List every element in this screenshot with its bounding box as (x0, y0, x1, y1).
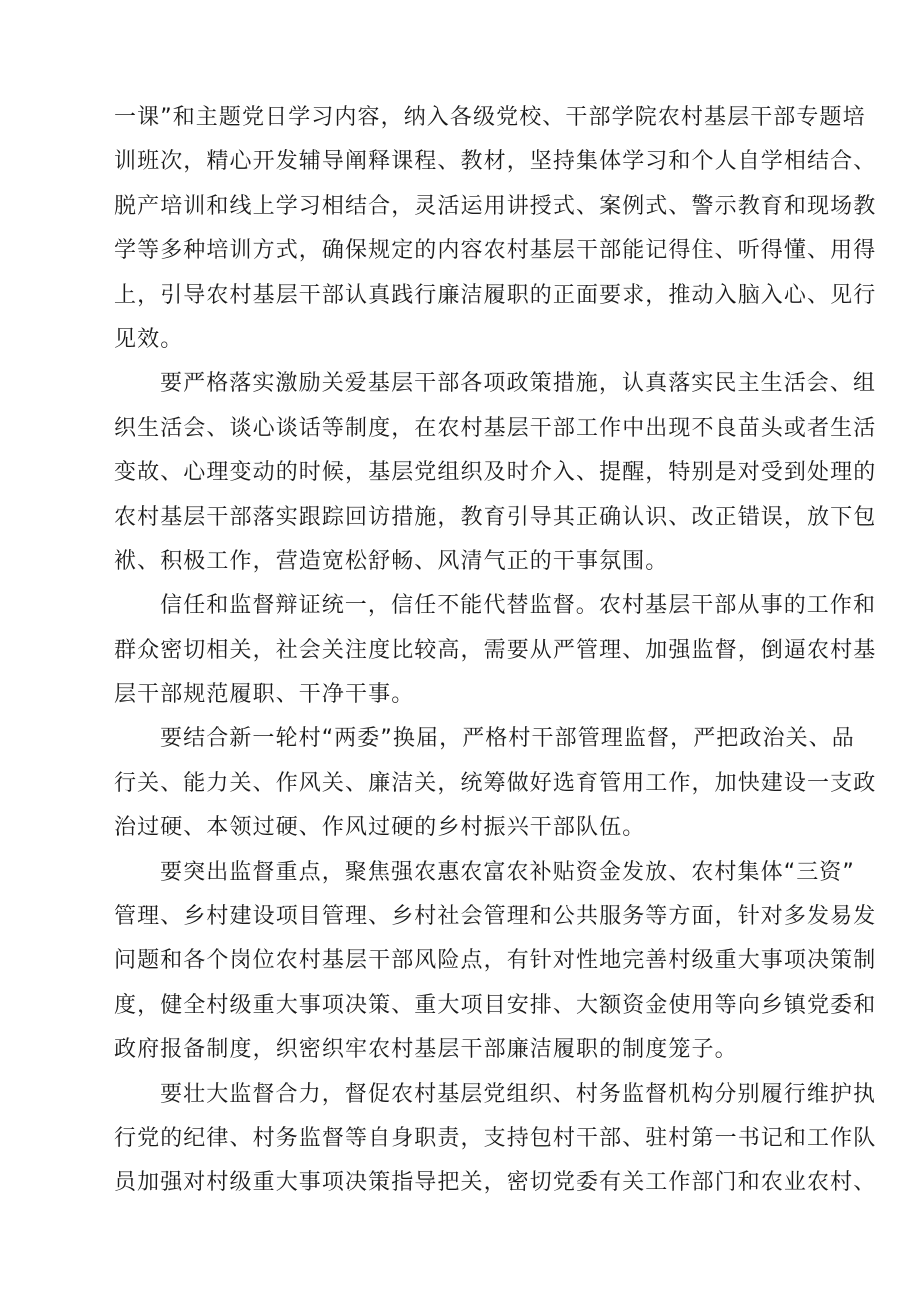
text-line: 训班次，精心开发辅导阐释课程、教材，坚持集体学习和个人自学相结合、 (114, 149, 877, 175)
text-line: 问题和各个岗位农村基层干部风险点，有针对性地完善村级重大事项决策制 (114, 948, 877, 974)
text-line: 行党的纪律、村务监督等自身职责，支持包村干部、驻村第一书记和工作队 (114, 1125, 877, 1151)
paragraph-4 (114, 717, 877, 850)
text-line: 脱产培训和线上学习相结合，灵活运用讲授式、案例式、警示教育和现场教 (114, 193, 877, 219)
text-line: 要严格落实激励关爱基层干部各项政策措施，认真落实民主生活会、组 (160, 371, 877, 397)
text-line: 要壮大监督合力，督促农村基层党组织、村务监督机构分别履行维护执 (160, 1081, 877, 1107)
document-body (114, 96, 877, 1206)
text-line: 见效。 (114, 326, 184, 352)
paragraph-1 (114, 96, 877, 362)
text-line: 政府报备制度，织密织牢农村基层干部廉洁履职的制度笼子。 (114, 1037, 738, 1063)
text-line: 员加强对村级重大事项决策指导把关，密切党委有关工作部门和农业农村、 (114, 1170, 877, 1196)
text-line: 信任和监督辩证统一，信任不能代替监督。农村基层干部从事的工作和 (160, 593, 877, 619)
text-line: 织生活会、谈心谈话等制度，在农村基层干部工作中出现不良苗头或者生活 (114, 415, 877, 441)
text-line: 农村基层干部落实跟踪回访措施，教育引导其正确认识、改正错误，放下包 (114, 504, 877, 530)
text-line: 层干部规范履职、干净干事。 (114, 682, 415, 708)
text-line: 度，健全村级重大事项决策、重大项目安排、大额资金使用等向乡镇党委和 (114, 992, 877, 1018)
text-line: 学等多种培训方式，确保规定的内容农村基层干部能记得住、听得懂、用得 (114, 238, 877, 264)
text-line: 袱、积极工作，营造宽松舒畅、风清气正的干事氛围。 (114, 548, 669, 574)
text-line: 一课”和主题党日学习内容，纳入各级党校、干部学院农村基层干部专题培 (114, 105, 866, 130)
text-line: 上，引导农村基层干部认真践行廉洁履职的正面要求，推动入脑入心、见行 (114, 282, 877, 308)
text-line: 行关、能力关、作风关、廉洁关，统筹做好选育管用工作，加快建设一支政 (114, 770, 877, 796)
text-line: 管理、乡村建设项目管理、乡村社会管理和公共服务等方面，针对多发易发 (114, 904, 877, 930)
paragraph-3 (114, 584, 877, 717)
text-line: 要结合新一轮村“两委”换届，严格村干部管理监督，严把政治关、品 (160, 726, 855, 752)
paragraph-2 (114, 362, 877, 584)
text-line: 要突出监督重点，聚焦强农惠农富农补贴资金发放、农村集体“三资” (160, 859, 855, 885)
paragraph-6 (114, 1073, 877, 1206)
text-line: 治过硬、本领过硬、作风过硬的乡村振兴干部队伍。 (114, 815, 646, 841)
text-line: 群众密切相关，社会关注度比较高，需要从严管理、加强监督，倒逼农村基 (114, 637, 877, 663)
paragraph-5 (114, 851, 877, 1073)
text-line: 变故、心理变动的时候，基层党组织及时介入、提醒，特别是对受到处理的 (114, 460, 877, 486)
